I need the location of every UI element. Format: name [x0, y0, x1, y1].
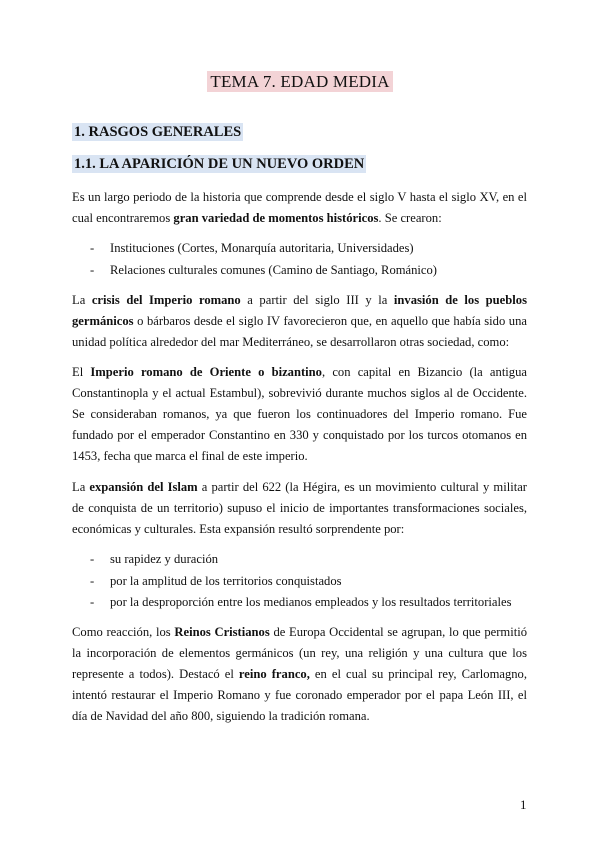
- list-item: [90, 571, 530, 593]
- paragraph-bizantino: [72, 362, 527, 467]
- text-run: . Se crearon:: [378, 211, 442, 225]
- section-heading-text: 1. RASGOS GENERALES: [74, 124, 242, 140]
- bold-run: gran variedad de momentos históricos: [173, 211, 379, 225]
- bold-run: reino franco,: [238, 667, 310, 681]
- text-run: en el cual su principal rey, Carlomagno, intentó restaurar el Imperio Romano y fue coronado emperador por el papa León III, el día de Navidad del año 800, siguiendo la tradición romana.: [72, 667, 527, 723]
- list-item-text: su rapidez y duración: [110, 552, 219, 566]
- list-item-text: por la amplitud de los territorios conquistados: [110, 573, 342, 588]
- text-run: La: [72, 480, 90, 494]
- list-item: [90, 238, 530, 260]
- list-item-text: Instituciones (Cortes, Monarquía autoritaria, Universidades): [110, 241, 414, 255]
- paragraph-reinos: [72, 622, 527, 727]
- page-title: [0, 72, 600, 92]
- dash-bullet: -: [90, 552, 95, 566]
- dash-bullet: -: [90, 241, 95, 255]
- text-run: o bárbaros desde el siglo IV favorecieron que, en aquello que había sido una unidad política alrededor del mar Mediterráneo, se desarrollaron otras sociedad, como:: [72, 314, 527, 349]
- page-number: 1: [520, 797, 527, 812]
- bold-run: Imperio romano de Oriente o bizantino: [90, 365, 322, 379]
- bold-run: crisis del Imperio romano: [91, 293, 241, 307]
- text-run: a partir del siglo III y la: [240, 293, 394, 307]
- section-heading: [72, 124, 243, 141]
- paragraph-intro: [72, 187, 527, 229]
- bold-run: expansión del Islam: [89, 480, 198, 494]
- text-run: La: [72, 293, 92, 307]
- list-item: [90, 260, 530, 282]
- paragraph-islam: [72, 477, 527, 540]
- list-item-text: Relaciones culturales comunes (Camino de Santiago, Románico): [110, 262, 438, 277]
- text-run: El: [72, 365, 91, 379]
- text-run: a partir del 622 (la Hégira, es un movimiento cultural y militar de conquista de un territorio) supuso el inicio de importantes transformaciones sociales, económicas y culturales. Esta expansión resultó sorprendente por:: [72, 480, 527, 536]
- dash-bullet: -: [90, 262, 95, 277]
- paragraph-crisis: [72, 290, 527, 353]
- text-run: de Europa Occidental se agrupan, lo que permitió la incorporación de elementos germánicos (un rey, una religión y una cultura que los represente a todos). Destacó el: [72, 625, 528, 681]
- text-run: Como reacción, los: [72, 625, 175, 639]
- bold-run: invasión de los pueblos germánicos: [72, 293, 527, 328]
- list-item: [90, 592, 530, 614]
- dash-bullet: -: [90, 573, 95, 588]
- list-expansion: [90, 549, 530, 614]
- text-run: Es un largo periodo de la historia que comprende desde el siglo V hasta el siglo XV, en el cual encontraremos: [72, 190, 527, 225]
- dash-bullet: -: [90, 595, 95, 609]
- bold-run: Reinos Cristianos: [174, 625, 270, 639]
- subsection-heading: [72, 156, 366, 173]
- subsection-heading-text: 1.1. LA APARICIÓN DE UN NUEVO ORDEN: [74, 156, 365, 172]
- list-institutions: [90, 238, 530, 281]
- page-title-text: TEMA 7. EDAD MEDIA: [207, 71, 392, 92]
- list-item-text: por la desproporción entre los medianos empleados y los resultados territoriales: [110, 595, 512, 609]
- text-run: , con capital en Bizancio (la antigua Constantinopla y el actual Estambul), sobrevivió durante muchos siglos al de Occidente. Se consideraban romanos, ya que fueron los continuadores del Imperio romano. Fue fundado por el emperador Constantino en 330 y conquistado por los turcos otomanos en 1453, fecha que marca el final de este imperio.: [72, 365, 527, 463]
- list-item: [90, 549, 530, 571]
